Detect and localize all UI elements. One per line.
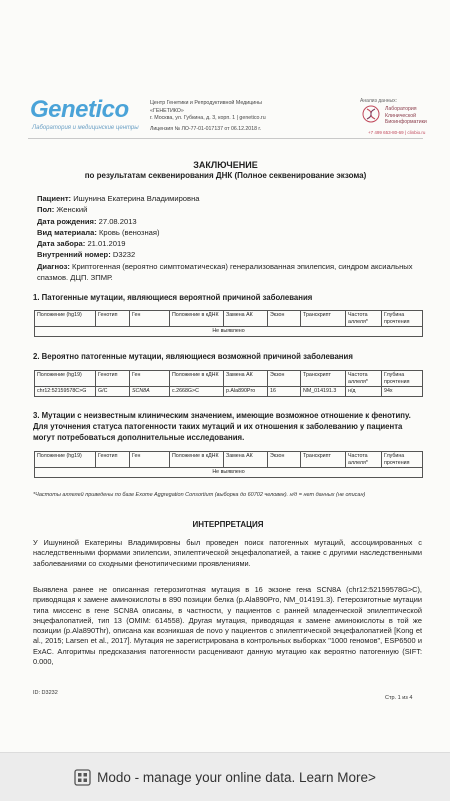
collect-row [37, 238, 422, 249]
table-cell: н/д [346, 387, 382, 397]
field-label: Пациент: [37, 194, 72, 203]
table-header-cell: Генотип [96, 311, 130, 327]
table-cell: SCN8A [130, 387, 170, 397]
table-header-cell: Транскрипт [301, 452, 346, 468]
partner-name-line: Биоинформатики [385, 119, 427, 125]
patient-dob: 27.08.2013 [98, 216, 137, 226]
table-header-cell: Замена АК [224, 452, 268, 468]
table-header-cell: Положение в кДНК [170, 371, 224, 387]
table-header-cell: Частота аллеля* [346, 371, 382, 387]
interpretation-title: ИНТЕРПРЕТАЦИЯ [192, 520, 264, 529]
header-divider [28, 138, 423, 139]
field-label: Диагноз: [37, 261, 70, 271]
table-header-cell: Генотип [96, 371, 130, 387]
table-cell: c.2668G>C [170, 387, 224, 397]
field-label: Вид материала: [37, 227, 97, 237]
logo-wordmark: Genetico [30, 96, 129, 123]
table-cell: G/C [96, 387, 130, 397]
table-row [35, 468, 423, 478]
table-header-cell: Глубина прочтения [382, 371, 423, 387]
banner-text[interactable]: Modo - manage your online data. Learn More> [97, 769, 376, 785]
collect-date: 21.01.2019 [87, 239, 126, 249]
license-text: Лицензия № ЛО-77-01-017137 от 06.12.2018 г. [150, 126, 262, 132]
field-label: Дата рождения: [37, 216, 97, 226]
table-header-cell: Замена АК [224, 311, 268, 327]
table-header-cell: Экзон [268, 452, 301, 468]
patient-sex: Женский [56, 205, 88, 215]
section-3-title: 3. Мутации с неизвестным клиническим значением, имеющие возможное отношение к фенотипу. Для уточнения статуса патогенности таких мутаций и их отношения к заболеванию у пациента могут потребоваться дополнительные исследования. [33, 411, 411, 442]
patient-info [37, 193, 422, 283]
field-label: Пол: [37, 205, 55, 215]
table-header-cell: Ген [130, 311, 170, 327]
table-header-cell: Генотип [96, 452, 130, 468]
diagnosis: Криптогенная (вероятно симптоматическая) генерализованная эпилепсия, синдром аксиальных спазмов. ДЦП. ЗПМР. [37, 261, 413, 283]
table-header-cell: Частота аллеля* [346, 311, 382, 327]
allele-footnote: *Частоты аллелей приведены по базе Exome Aggregation Consortium (выборка до 60702 человек). н/д = нет данных (не описан) [33, 492, 366, 498]
partner-contacts: +7 499 653-80-69 | clinbio.ru [368, 130, 426, 135]
patient-name: Ишунина Екатерина Владимировна [73, 194, 200, 203]
logo-subtitle: Лаборатория и медицинские центры [32, 125, 139, 131]
interpretation-paragraph-2: Выявлена ранее не описанная гетерозиготная мутация в 16 экзоне гена SCN8A (chr12:52159578G>C), приводящая к замене аминокислоты в 890 позиции белка (p.Ala890Pro, NM_014191.3). Гетерозиготные мутации типа миссенс в гене SCN8A описаны, в частности, у пациентов с ранней младенческой эпилептической энцефалопатией, тип 13 (OMIM: 614558). Другая мутация, приводящая к замене аминокислоты в той же позиции (p.Ala890Thr), описана как возникшая de novo у пациентов с эпилептической энцефалопатией [Kong et al., 2015; Larsen et al., 2017]. Мутация не зарегистрирована в контрольных выборках "1000 геномов", ESP6500 и ExAC. Алгоритмы предсказания патогенности расценивают данную мутацию как вероятно патогенную (SIFT: 0.000, [33, 585, 422, 667]
table-header-cell: Положение (hg19) [35, 371, 96, 387]
partner-name-line: Клинической [385, 112, 417, 119]
mutation-table-3 [34, 451, 423, 478]
material-row [37, 227, 422, 238]
table-header-cell: Ген [130, 371, 170, 387]
material: Кровь (венозная) [99, 227, 160, 237]
center-address: г. Москва, ул. Губкина, д. 3, корп. 1 | genetico.ru [150, 115, 266, 121]
table-cell: 94x [382, 387, 423, 397]
field-label: Дата забора: [37, 239, 86, 249]
document-id: ID: D3232 [33, 690, 58, 696]
not-found-cell: Не выявлено [35, 327, 423, 337]
genetico-logo [30, 96, 150, 138]
partner-label: Анализ данных: [360, 98, 397, 104]
document-subtitle: по результатам секвенирования ДНК (Полное секвенирование экзома) [84, 171, 367, 180]
mutation-table-2 [34, 370, 423, 397]
table-header-cell: Положение в кДНК [170, 311, 224, 327]
page-number: Стр. 1 из 4 [385, 695, 413, 701]
document-title: ЗАКЛЮЧЕНИЕ [193, 160, 258, 170]
table-header-cell: Положение (hg19) [35, 452, 96, 468]
table-header-cell: Глубина прочтения [382, 311, 423, 327]
patient-dob-row [37, 216, 422, 227]
modo-logo-icon [74, 769, 91, 786]
interpretation-paragraph-1: У Ишуниной Екатерины Владимировны был проведен поиск патогенных мутаций, ассоциированных с наследственными формами эпилепсии, эпилептической энцефалопатией, а также с другими наследственными заболеваниями со сходными фенотипическими проявлениями. [33, 538, 422, 568]
table-header-cell: Экзон [268, 371, 301, 387]
section-1-title: 1. Патогенные мутации, являющиеся вероятной причиной заболевания [33, 293, 313, 302]
partner-name-line: Лаборатория [385, 106, 417, 112]
table-header-row [35, 311, 423, 327]
table-cell: p.Ala890Pro [224, 387, 268, 397]
table-header-row [35, 371, 423, 387]
table-header-cell: Положение в кДНК [170, 452, 224, 468]
center-info [150, 100, 275, 123]
center-name: Центр Генетики и Репродуктивной Медицины «ГЕНЕТИКО» [150, 100, 262, 114]
internal-number: D3232 [112, 250, 136, 260]
internal-row [37, 249, 422, 260]
table-header-cell: Глубина прочтения [382, 452, 423, 468]
field-label: Внутренний номер: [37, 250, 111, 260]
table-cell: NM_014191.3 [301, 387, 346, 397]
patient-sex-row [37, 204, 422, 215]
not-found-cell: Не выявлено [35, 468, 423, 478]
table-cell: 16 [268, 387, 301, 397]
partner-name [385, 106, 427, 126]
mutation-table-1 [34, 310, 423, 337]
table-header-row [35, 452, 423, 468]
diagnosis-row [37, 261, 422, 284]
section-2-title: 2. Вероятно патогенные мутации, являющиеся возможной причиной заболевания [33, 352, 353, 361]
modo-banner[interactable] [0, 752, 450, 801]
patient-name-row [37, 193, 422, 204]
table-header-cell: Транскрипт [301, 311, 346, 327]
table-header-cell: Частота аллеля* [346, 452, 382, 468]
table-row [35, 327, 423, 337]
table-header-cell: Транскрипт [301, 371, 346, 387]
table-header-cell: Замена АК [224, 371, 268, 387]
table-header-cell: Ген [130, 452, 170, 468]
table-header-cell: Экзон [268, 311, 301, 327]
table-header-cell: Положение (hg19) [35, 311, 96, 327]
table-row [35, 387, 423, 397]
table-cell: chr12:52159578C>G [35, 387, 96, 397]
dna-icon [362, 105, 380, 123]
